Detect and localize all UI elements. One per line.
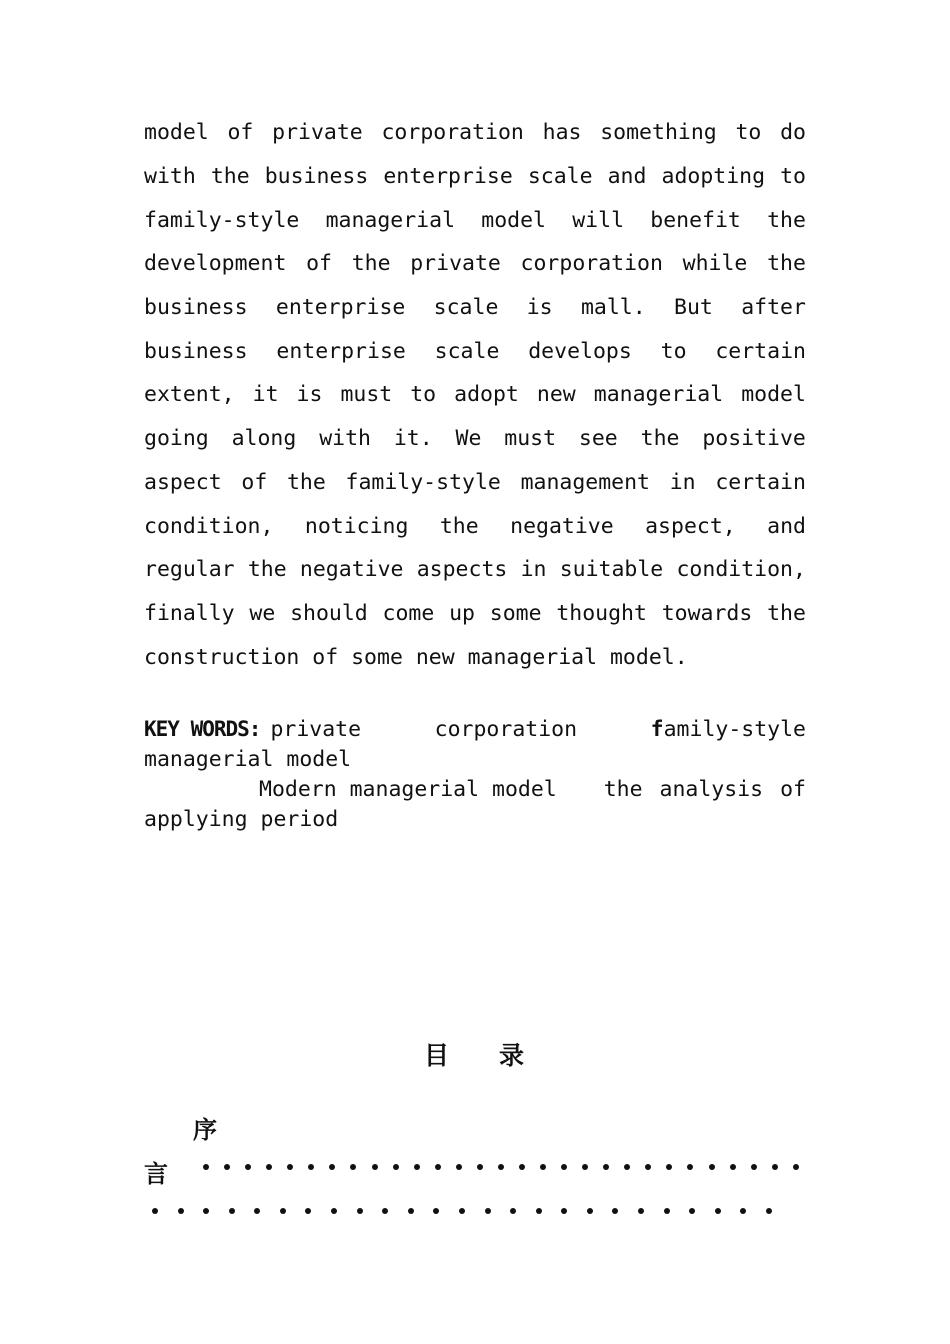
abstract-line: [144, 111, 806, 155]
abstract-line: [144, 373, 806, 417]
leader-dot: [408, 1208, 414, 1214]
abstract-word: negative: [299, 557, 404, 583]
leader-dot: [459, 1208, 465, 1214]
leader-dot: [331, 1208, 337, 1214]
abstract-word: we: [249, 600, 276, 626]
abstract-word: come: [382, 600, 435, 626]
keyword-the: the: [603, 776, 643, 802]
abstract-word: corporation: [381, 120, 524, 146]
leader-dot: [582, 1164, 588, 1170]
abstract-word: scale: [434, 338, 500, 364]
abstract-word: must: [340, 382, 393, 408]
abstract-word: model: [144, 120, 209, 146]
abstract-word: extent,: [144, 382, 235, 408]
abstract-word: business: [264, 164, 369, 190]
abstract-word: to: [410, 382, 437, 408]
abstract-word: towards: [661, 600, 753, 626]
keywords-label: KEY WORDS:: [144, 717, 261, 741]
abstract-word: enterprise: [275, 295, 406, 321]
leader-dot: [664, 1208, 670, 1214]
abstract-word: the: [767, 207, 806, 233]
abstract-word: the: [247, 557, 287, 583]
abstract-word: business: [144, 295, 248, 321]
abstract-word: after: [741, 295, 806, 321]
leader-dot: [435, 1164, 441, 1170]
abstract-word: private: [272, 120, 363, 146]
keyword-family-style: family-style: [650, 716, 806, 742]
leader-dot: [766, 1208, 772, 1214]
leader-dot: [456, 1164, 462, 1170]
abstract-word: in: [520, 557, 547, 583]
abstract-word: certain: [715, 338, 806, 364]
abstract-word: up: [449, 600, 475, 626]
leader-dot: [414, 1164, 420, 1170]
toc-heading: [424, 1036, 524, 1072]
leader-dot: [329, 1164, 335, 1170]
keywords-block: [144, 714, 806, 834]
leader-dot: [485, 1208, 491, 1214]
keywords-line-4: [144, 804, 806, 834]
abstract-word: to: [780, 164, 806, 190]
abstract-word: private: [410, 251, 501, 277]
keyword-private: private: [270, 716, 362, 742]
abstract-word: and: [767, 513, 806, 539]
abstract-word: new: [536, 382, 576, 408]
keywords-line-1: [144, 714, 806, 744]
leader-dot: [730, 1164, 736, 1170]
abstract-word: to: [660, 338, 687, 364]
abstract-word: in: [669, 469, 696, 495]
leader-dot: [772, 1164, 778, 1170]
leader-dot: [638, 1208, 644, 1214]
leader-dot: [561, 1208, 567, 1214]
abstract-word: corporation: [520, 251, 663, 277]
abstract-word: enterprise: [276, 338, 406, 364]
abstract-word: adopt: [454, 382, 519, 408]
abstract-word: model: [481, 207, 546, 233]
abstract-word: enterprise: [383, 164, 513, 190]
abstract-line: [144, 329, 806, 373]
abstract-word: business: [144, 338, 248, 364]
leader-dot: [245, 1164, 251, 1170]
leader-dot: [510, 1208, 516, 1214]
abstract-word: managerial: [593, 382, 724, 408]
leader-dot: [229, 1208, 235, 1214]
abstract-word: some: [489, 600, 542, 626]
leader-dot: [203, 1208, 209, 1214]
leader-dot: [612, 1208, 618, 1214]
leader-dot: [666, 1164, 672, 1170]
leader-dot: [287, 1164, 293, 1170]
leader-dot: [587, 1208, 593, 1214]
abstract-word: aspects: [416, 557, 508, 583]
abstract-word: something: [600, 120, 717, 146]
leader-dot: [382, 1208, 388, 1214]
abstract-line: [144, 417, 806, 461]
leader-dot: [715, 1208, 721, 1214]
leader-dot: [152, 1208, 158, 1214]
abstract-word: the: [286, 469, 326, 495]
leader-dot: [224, 1164, 230, 1170]
leader-dot: [709, 1164, 715, 1170]
keywords-line-2: [144, 744, 806, 774]
abstract-word: negative: [510, 513, 614, 539]
abstract-word: thought: [556, 600, 647, 626]
leader-dot: [266, 1164, 272, 1170]
abstract-word: aspect: [144, 469, 222, 495]
keyword-analysis: analysis: [659, 776, 764, 802]
leader-dot: [793, 1164, 799, 1170]
leader-dot: [308, 1164, 314, 1170]
leader-dot: [178, 1208, 184, 1214]
abstract-word: with: [319, 426, 371, 452]
abstract-word: positive: [702, 426, 806, 452]
abstract-word: should: [290, 600, 368, 626]
keyword-of: of: [780, 776, 806, 802]
keywords-line-3: [144, 774, 806, 804]
abstract-word: aspect,: [645, 513, 736, 539]
abstract-word: the: [767, 251, 806, 277]
abstract-word: condition,: [676, 557, 806, 583]
abstract-line: [144, 155, 806, 199]
toc-heading-char-2: 录: [499, 1041, 525, 1070]
abstract-word: model: [741, 382, 806, 408]
abstract-paragraph: [144, 111, 806, 679]
abstract-word: with: [144, 164, 196, 190]
abstract-line: [144, 635, 806, 679]
abstract-word: benefit: [650, 207, 741, 233]
abstract-word: scale: [433, 295, 499, 321]
leader-dot: [740, 1208, 746, 1214]
toc-entry-preface-char-2: 言: [144, 1160, 168, 1188]
abstract-word: family-style: [144, 207, 300, 233]
toc-leader-dots-2: [152, 1208, 772, 1214]
abstract-word: it: [252, 382, 279, 408]
leader-dot: [357, 1208, 363, 1214]
leader-dot: [603, 1164, 609, 1170]
leader-dot: [498, 1164, 504, 1170]
abstract-word: of: [241, 469, 268, 495]
leader-dot: [624, 1164, 630, 1170]
abstract-word: of: [227, 120, 254, 146]
leader-dot: [280, 1208, 286, 1214]
leader-dot: [350, 1164, 356, 1170]
abstract-word: development: [144, 251, 287, 277]
keyword-corporation: corporation: [434, 716, 578, 742]
abstract-word: of: [306, 251, 332, 277]
abstract-word: see: [578, 426, 618, 452]
abstract-word: But: [674, 295, 713, 321]
abstract-word: finally: [144, 600, 235, 626]
abstract-line: [144, 242, 806, 286]
abstract-word: the: [351, 251, 391, 277]
abstract-word: while: [682, 251, 748, 277]
leader-dot: [687, 1164, 693, 1170]
leader-dot: [536, 1208, 542, 1214]
abstract-word: scale: [527, 164, 593, 190]
leader-dot: [689, 1208, 695, 1214]
abstract-word: the: [640, 426, 680, 452]
abstract-line: [144, 198, 806, 242]
abstract-word: to: [735, 120, 762, 146]
abstract-word: it.: [393, 426, 433, 452]
abstract-word: is: [526, 295, 553, 321]
toc-leader-dots-1: [203, 1164, 799, 1170]
abstract-word: the: [767, 600, 806, 626]
abstract-line: [144, 461, 806, 505]
leader-dot: [645, 1164, 651, 1170]
abstract-word: must: [504, 426, 557, 452]
leader-dot: [372, 1164, 378, 1170]
abstract-word: the: [439, 513, 479, 539]
abstract-word: do: [780, 120, 806, 146]
abstract-word: develops: [528, 338, 632, 364]
abstract-line: [144, 592, 806, 636]
abstract-word: construction of some new managerial model.: [144, 644, 688, 670]
leader-dot: [393, 1164, 399, 1170]
abstract-word: management: [520, 469, 651, 495]
toc-heading-char-1: 目: [424, 1041, 450, 1070]
abstract-word: family-style: [345, 469, 501, 495]
abstract-word: will: [572, 207, 625, 233]
abstract-word: managerial: [325, 207, 456, 233]
abstract-word: regular: [144, 557, 235, 583]
leader-dot: [254, 1208, 260, 1214]
abstract-word: certain: [715, 469, 806, 495]
abstract-line: [144, 286, 806, 330]
abstract-line: [144, 548, 806, 592]
leader-dot: [433, 1208, 439, 1214]
abstract-word: the: [210, 164, 250, 190]
keyword-modern-managerial-model: Modern managerial model: [259, 776, 557, 802]
abstract-word: is: [296, 382, 323, 408]
abstract-word: adopting: [661, 164, 766, 190]
abstract-word: and: [607, 164, 647, 190]
leader-dot: [477, 1164, 483, 1170]
leader-dot: [519, 1164, 525, 1170]
toc-entry-preface-char-1: 序: [193, 1116, 217, 1144]
leader-dot: [540, 1164, 546, 1170]
leader-dot: [561, 1164, 567, 1170]
abstract-line: [144, 504, 806, 548]
leader-dot: [305, 1208, 311, 1214]
abstract-word: suitable: [559, 557, 664, 583]
keyword-managerial-model: managerial model: [144, 746, 352, 772]
abstract-word: mall.: [580, 295, 646, 321]
abstract-word: condition,: [144, 513, 274, 539]
keyword-applying-period: applying period: [144, 806, 339, 832]
abstract-word: going: [144, 426, 209, 452]
abstract-word: along: [231, 426, 297, 452]
leader-dot: [203, 1164, 209, 1170]
abstract-word: has: [542, 120, 582, 146]
abstract-word: noticing: [304, 513, 409, 539]
leader-dot: [751, 1164, 757, 1170]
abstract-word: We: [455, 426, 482, 452]
